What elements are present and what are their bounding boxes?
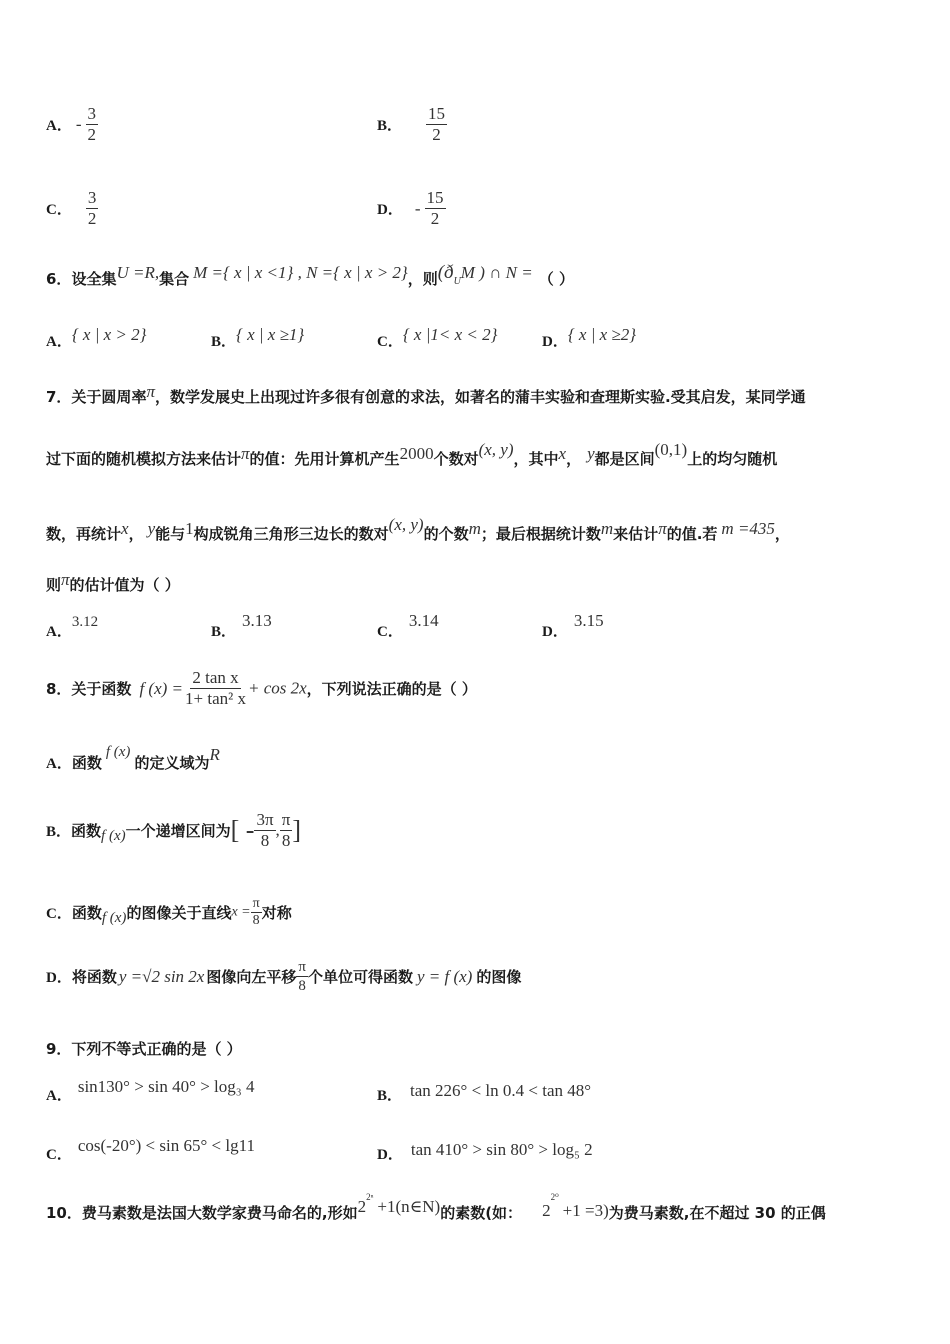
q9-stem: 9．下列不等式正确的是（ ） <box>46 1040 242 1058</box>
q9-option-c: C． cos(-20°) < sin 65° < lg11 <box>46 1136 255 1163</box>
q7-line-2: 过下面的随机模拟方法来估计π的值：先用计算机产生2000个数对(x, y)，其中x， y都是区间(0,1)上的均匀随机 <box>46 440 778 468</box>
fraction: $\frac{\pi}{8}$ <box>281 810 291 850</box>
q7-line-4: 则π的估计值为（ ） <box>46 570 180 594</box>
q9-option-d: D． tan 410° > sin 80° > log₅ 2 <box>377 1140 593 1163</box>
q7-option-b: B．3.13 <box>211 611 272 640</box>
fraction: $\frac{\pi}{8}$ <box>252 896 260 928</box>
q5-option-d <box>377 188 446 229</box>
fraction: $\frac{\text{2 tan x}}{\text{1+ tan² x}}$ <box>185 668 246 708</box>
q7-line-1: 7．关于圆周率π，数学发展史上出现过许多很有创意的求法，如著名的蒲丰实验和查理斯实验.受其启发，某同学通 <box>46 382 806 406</box>
fraction: $\frac{3}{2}$ <box>87 104 97 144</box>
q7-option-d: D．3.15 <box>542 611 604 640</box>
q7-option-a: A．3.12 <box>46 614 99 640</box>
q8-stem: 8．关于函数 f (x) = $\frac{\text{2 tan x}}{\text{1+ tan² x}}$ + cos 2x，下列说法正确的是（ ） <box>46 668 477 708</box>
fraction: $\frac{\pi}{8}$ <box>298 959 306 994</box>
q5-option-c <box>46 188 98 229</box>
q7-option-c: C．3.14 <box>377 611 439 640</box>
q6-option-b: B．{ x | x ≥1} <box>211 325 305 350</box>
q10-stem: 10．费马素数是法国大数学家费马命名的,形如$2^{2^n}+1(n\in N)$的素数(如： $2^{2^0}+1 =3$)为费马素数,在不超过 30 的正偶 <box>46 1191 826 1222</box>
option-label: D． <box>377 202 403 218</box>
sign: - <box>414 198 421 218</box>
fraction: $\frac{3}{2}$ <box>87 188 97 228</box>
q8-option-d: D．将函数 y =√2 sin 2x 图像向左平移 $\frac{\pi}{8}$ 个单位可得函数 y = f (x) 的图像 <box>46 959 522 994</box>
q8-option-b: B．函数f (x)一个递增区间为[ - $\frac{3\pi}{8}$ , $\frac{\pi}{8}$ ] <box>46 810 302 850</box>
q8-option-c: C．函数f (x)的图像关于直线x = $\frac{\pi}{8}$ 对称 <box>46 896 292 928</box>
q6-option-c: C．{ x |1< x < 2} <box>377 325 498 350</box>
q5-option-b <box>377 104 447 145</box>
fraction: $\frac{15}{2}$ <box>428 104 446 144</box>
q8-option-a: A．函数f (x)的定义域为R <box>46 744 220 772</box>
q6-stem: 6．设全集U =R,集合 M ={ x | x <1} , N ={ x | x > 2}，则($ð_UM$ ) ∩ N = （ ） <box>46 262 574 288</box>
option-label: A． <box>46 118 72 134</box>
q6-option-d: D．{ x | x ≥2} <box>542 325 637 350</box>
option-label: B． <box>377 118 403 134</box>
q9-option-b: B． tan 226° < ln 0.4 < tan 48° <box>377 1081 592 1104</box>
q9-option-a: A． sin130° > sin 40° > log₃ 4 <box>46 1077 255 1104</box>
q6-option-a: A．{ x | x > 2} <box>46 325 147 350</box>
sign: - <box>75 114 82 134</box>
fraction: $\frac{3\pi}{8}$ <box>256 810 274 850</box>
q5-option-a <box>46 104 98 145</box>
option-label: C． <box>46 202 72 218</box>
fraction: $\frac{15}{2}$ <box>426 188 444 228</box>
q7-line-3: 数，再统计x， y能与1构成锐角三角形三边长的数对(x, y)的个数m；最后根据统计数m来估计π的值.若 m =435， <box>46 515 790 543</box>
